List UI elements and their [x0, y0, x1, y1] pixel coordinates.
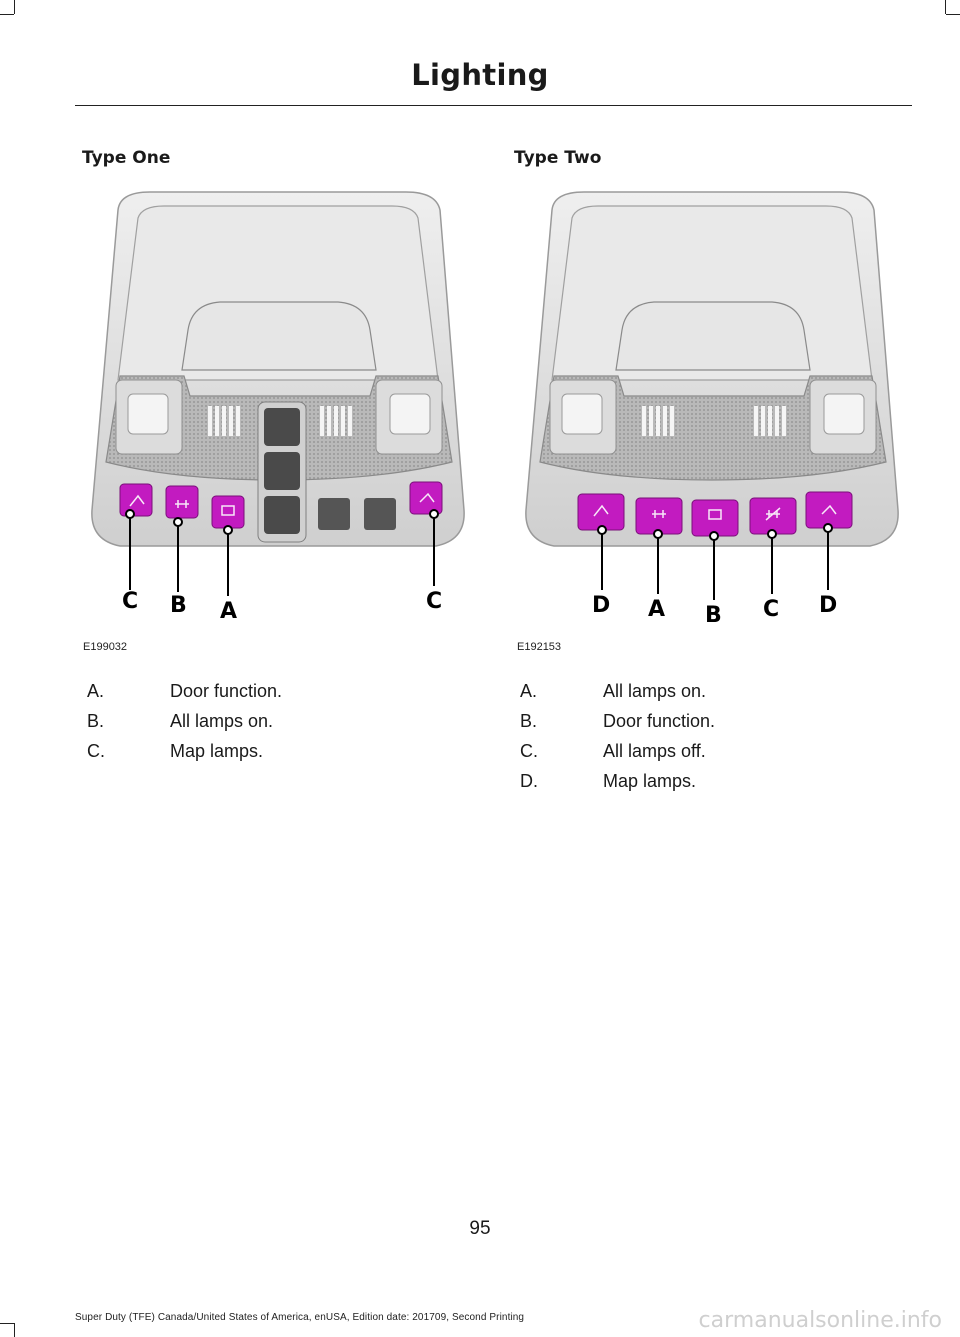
type-one-title: Type One: [82, 148, 171, 168]
legend-key: B.: [520, 710, 538, 731]
figure-id: E199032: [83, 641, 128, 653]
legend-text: All lamps off.: [603, 740, 706, 761]
type-one-legend: [75, 676, 435, 766]
legend-item: [75, 736, 435, 766]
legend-text: Door function.: [170, 680, 283, 701]
legend-item: [508, 676, 868, 706]
footer-edition-text: Super Duty (TFE) Canada/United States of America, enUSA, Edition date: 201709, Second Printing: [75, 1312, 525, 1323]
crop-mark: [946, 14, 960, 15]
legend-item: [75, 676, 435, 706]
callout-label: D: [592, 593, 611, 618]
callout-label: B: [705, 603, 722, 628]
type-two-legend: [508, 676, 868, 796]
legend-text: All lamps on.: [170, 710, 274, 731]
page-number: 95: [469, 1218, 491, 1239]
type-one-overhead-console-figure: [80, 180, 476, 653]
type-two-title: Type Two: [514, 148, 602, 168]
watermark: carmanualsonline.info: [698, 1308, 942, 1333]
page-title: Lighting: [411, 58, 549, 92]
legend-item: [508, 766, 868, 796]
legend-item: [75, 706, 435, 736]
legend-item: [508, 706, 868, 736]
crop-mark: [0, 1323, 14, 1324]
callout-label: D: [819, 593, 838, 618]
header-divider: [75, 105, 912, 106]
legend-key: A.: [520, 680, 538, 701]
callout-label: A: [648, 597, 666, 622]
type-two-overhead-console-figure: [514, 180, 910, 653]
callout-label: C: [426, 589, 443, 614]
callout-label: A: [220, 599, 238, 624]
legend-key: B.: [87, 710, 105, 731]
legend-text: Map lamps.: [170, 740, 264, 761]
legend-item: [508, 736, 868, 766]
legend-text: All lamps on.: [603, 680, 707, 701]
callout-label: C: [122, 589, 139, 614]
legend-text: Map lamps.: [603, 770, 697, 791]
callout-label: B: [170, 593, 187, 618]
crop-mark: [14, 1323, 15, 1337]
legend-key: C.: [87, 740, 105, 761]
figure-id: E192153: [517, 641, 562, 653]
callout-label: C: [763, 597, 780, 622]
crop-mark: [945, 0, 946, 14]
legend-key: A.: [87, 680, 105, 701]
legend-key: C.: [520, 740, 538, 761]
legend-key: D.: [520, 770, 538, 791]
crop-mark: [14, 0, 15, 14]
legend-text: Door function.: [603, 710, 716, 731]
crop-mark: [0, 14, 14, 15]
